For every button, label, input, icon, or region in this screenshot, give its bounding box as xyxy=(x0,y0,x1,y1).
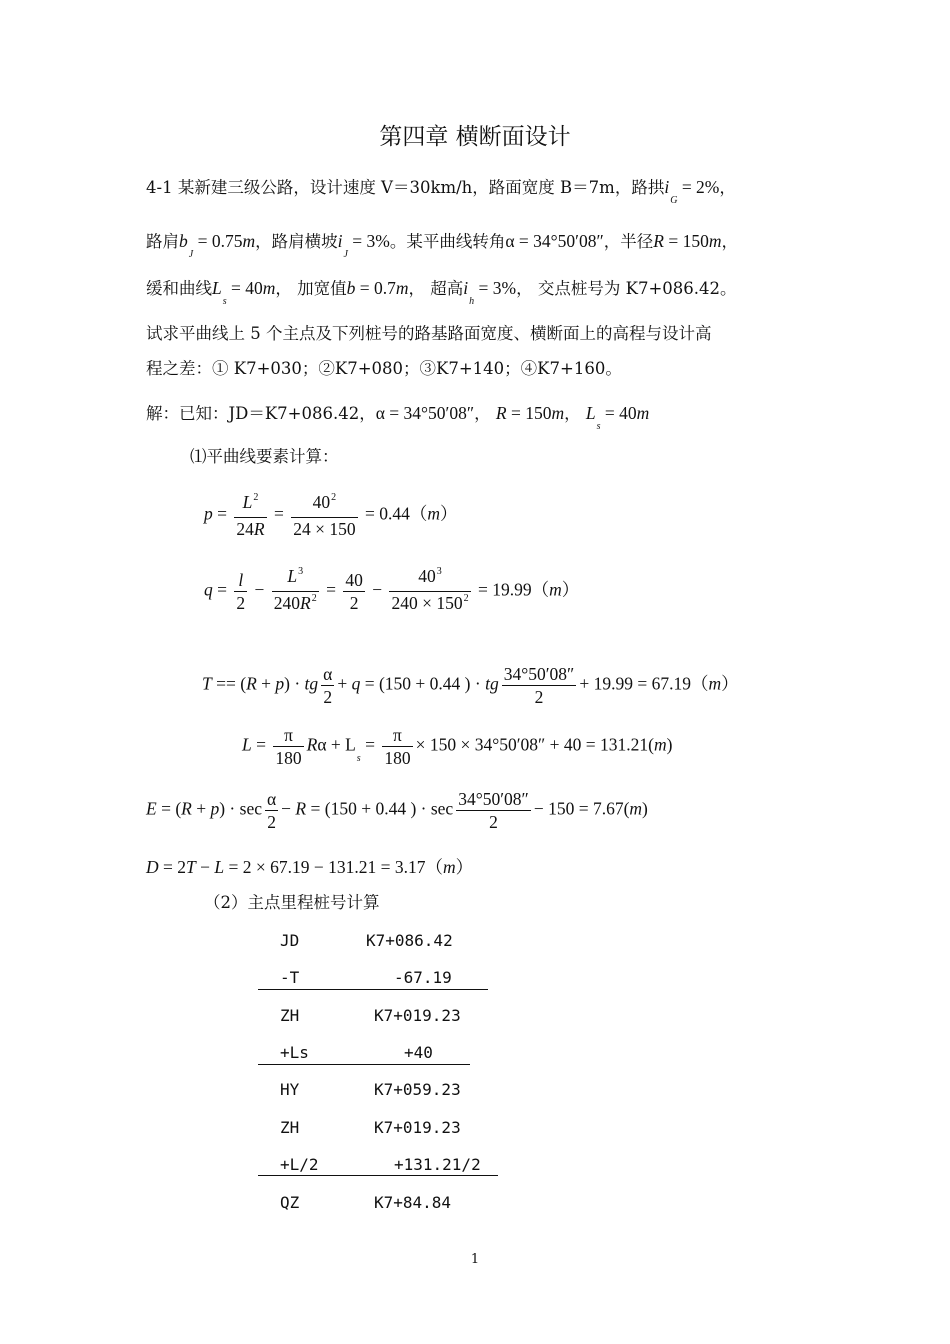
formula-superelevation: $i_h = 3\%$ xyxy=(463,278,517,307)
divider-line xyxy=(258,1064,470,1065)
divider-line xyxy=(258,1175,498,1176)
step-1-heading: ⑴平曲线要素计算： xyxy=(190,447,339,466)
formula-shoulder-slope: $i_J = 3\%$ xyxy=(337,231,390,260)
stake-label: -T xyxy=(280,968,300,987)
stake-value: K7+84.84 xyxy=(374,1193,452,1212)
divider-line xyxy=(258,989,488,990)
page-number: 1 xyxy=(470,1252,480,1267)
stake-value: +40 xyxy=(404,1043,433,1062)
formula-q: q = $\frac{l}{2}$ − $\frac{L^3}{240R^2}$ = $\frac{40}{2}$ − $\frac{40^3}{240 \times 150^2}$ = 19.99（m） xyxy=(204,566,580,613)
stake-value: K7+019.23 xyxy=(374,1118,461,1137)
stake-label: ZH xyxy=(280,1118,300,1137)
page-title: 第四章 横断面设计 xyxy=(379,124,571,150)
stake-label: HY xyxy=(280,1080,300,1099)
problem-line-3: 缓和曲线$L_s = 40m$， 加宽值b = 0.7m， 超高$i_h = 3\%$， 交点桩号为 K7+086.42。 xyxy=(146,278,737,307)
problem-line-1: 4-1 某新建三级公路，设计速度 V＝30km/h，路面宽度 B＝7m，路拱$i_G = 2\%$， xyxy=(146,177,736,206)
stake-value: K7+059.23 xyxy=(374,1080,461,1099)
formula-correction: D = 2T − L = 2 × 67.19 − 131.21 = 3.17（m） xyxy=(146,857,474,877)
stake-value: K7+019.23 xyxy=(374,1006,461,1025)
solution-intro: 解：已知：JD＝K7+086.42，α = 34°50′08″， R = 150m， $L_s = 40m$ xyxy=(146,403,650,432)
problem-line-4: 试求平曲线上 5 个主点及下列桩号的路基路面宽度、横断面上的高程与设计高 xyxy=(146,324,712,343)
stake-value: +131.21/2 xyxy=(394,1155,481,1174)
stake-label: QZ xyxy=(280,1193,300,1212)
formula-external-distance: E = (R + p) · sec $\frac{\alpha}{2}$ − R = (150 + 0.44 ) · sec $\frac{34^\circ 50'08''}{2}$ − 150 = 7.67(m) xyxy=(146,789,648,832)
formula-p: p = $\frac{L^2}{24R}$ = $\frac{40^2}{24 \times 150}$ = 0.44（m） xyxy=(204,492,458,539)
stake-label: +Ls xyxy=(280,1043,309,1062)
formula-radius: R = 150m xyxy=(653,231,722,251)
stake-label: +L/2 xyxy=(280,1155,319,1174)
formula-deflection-angle: α = 34°50′08″ xyxy=(505,231,604,251)
stake-label: ZH xyxy=(280,1006,300,1025)
formula-crown-slope: $i_G = 2\%$ xyxy=(664,177,720,206)
stake-label: JD xyxy=(280,931,300,950)
formula-shoulder-width: $b_J = 0.75m$ xyxy=(179,231,256,260)
formula-tangent-length: T == (R + p) · tg $\frac{\alpha}{2}$ + q = (150 + 0.44 ) · tg $\frac{34^\circ 50'08''}{2}$ + 19.99 = 67.19（m） xyxy=(202,664,739,707)
problem-line-2: 路肩$b_J = 0.75m$，路肩横坡$i_J = 3\%$。某平曲线转角α = 34°50′08″，半径R = 150m， xyxy=(146,231,738,260)
step-2-heading: （2）主点里程桩号计算 xyxy=(204,893,380,912)
stake-value: -67.19 xyxy=(394,968,452,987)
problem-line-5: 程之差：① K7+030；②K7+080；③K7+140；④K7+160。 xyxy=(146,359,622,378)
formula-spiral-length: $L_s = 40m$ xyxy=(212,278,276,307)
formula-curve-length: L = $\frac{\pi}{180}$ $R\alpha + L_s$ = $\frac{\pi}{180}$ × 150 × 34°50′08″ + 40 = 131.21(m) xyxy=(242,725,673,768)
formula-widening: b = 0.7m xyxy=(346,278,409,298)
stake-value: K7+086.42 xyxy=(366,931,453,950)
